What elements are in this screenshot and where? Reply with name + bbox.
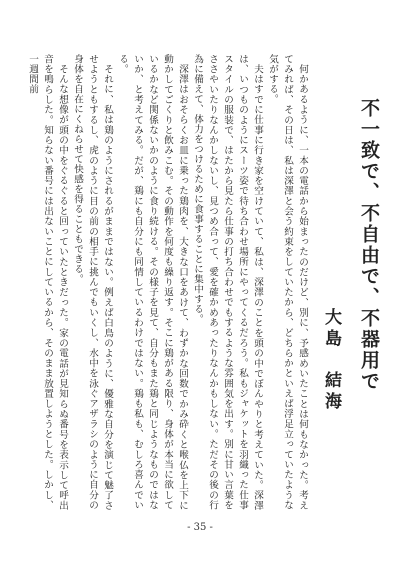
paragraph: それに、私は鶏のようにされるがままではない。例えば白鳥のように、優雅な自分を演じて魅了させようともするし、虎のように目の前の相手に挑んでもいくし、水中を泳ぐアザラシのように自分の身体を自在にくねらせて快感を得ることもできる。 xyxy=(72,54,113,510)
paragraph: 夫はすでに仕事に行き家を空けていて、私は、深澤のことを頭の中でぼんやりと考えていた。深澤は、いつものようにスーツ姿で待ち合わせ場所にやってくるだろう。私もジャケットを羽織った仕事スタイルの服装で、はたから見たら仕事の打ち合わせでもするような雰囲気を出す。別に甘い言葉をささやいたりなんかしないし、見つめ合って、愛を確かめあったりなんかもしない。ただその後の行為に備えて、体力をつけるために食事することに集中する。 xyxy=(192,54,263,510)
paragraph: 何かあるように、一本の電話から始まったのだけど、別に、予感めいたことは何もなかった。考えてみれば、その日は、私は深澤と会う約束をしていたから、どちらかといえば浮足立っていたような気がする。 xyxy=(267,54,308,510)
page-number: - 35 - xyxy=(187,522,213,533)
story-title: 不一致で、不自由で、不器用で xyxy=(358,98,380,392)
paragraph: 深澤はおそらくお皿に乗った鶏肉を、大きな口をあけて、わずかな回数でかみ砕くと喉仏を上下に動かしてごくりと飲みこむ。その動作を何度も繰り返す。そこに鶏がある限り、身体が本当に欲しているかなど関係ないかのように食り続ける。その様子を見て、自分もまた鶏と同じようなものではないか、と考えてみる。だが、鶏にも自分にも同情しているわけではない。鶏も私も、むしろ喜んでいる。 xyxy=(117,54,188,510)
paragraph: そんな想像が頭の中をぐるぐると回っていたときだった。家の電話が見知らぬ番号を表示して呼出音を鳴らした。知らない番号には出ないことにしているから、そのまま放置しようとした。しかし、一週間前 xyxy=(27,54,68,510)
body-text xyxy=(20,54,310,510)
author-name: 大島 結海 xyxy=(321,308,341,413)
